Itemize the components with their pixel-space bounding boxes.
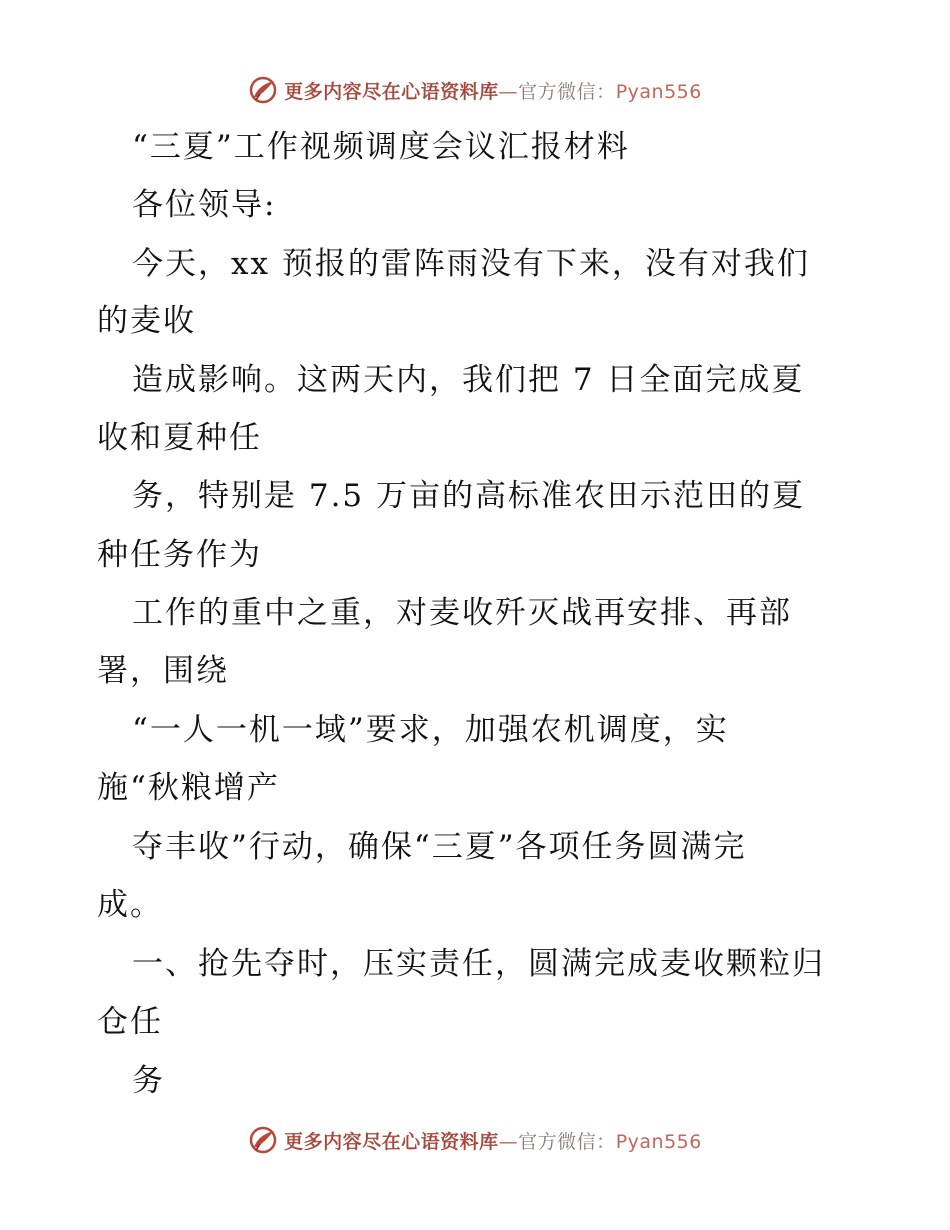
paragraph-line: 署，围绕	[97, 653, 229, 689]
watermark-wechat-id: Pyan556	[615, 80, 702, 103]
watermark-site: 更多内容尽在心语资料库	[284, 1130, 499, 1153]
paragraph-line: 收和夏种任	[97, 420, 262, 456]
section-heading-line: 仓任	[97, 1004, 163, 1040]
paragraph-line: 的麦收	[97, 303, 196, 339]
watermark-dash: —	[498, 80, 519, 103]
header-watermark	[0, 70, 950, 110]
paragraph-line: “一人一机一域”要求，加强农机调度，实	[132, 712, 729, 748]
paragraph-line: 施“秋粮增产	[97, 770, 280, 806]
paragraph-line: 成。	[97, 887, 163, 923]
footer-watermark	[0, 1120, 950, 1160]
section-heading: 一、抢先夺时，压实责任，圆满完成麦收颗粒归	[132, 946, 825, 982]
watermark-text	[284, 77, 702, 104]
paragraph-line: 务，特别是 7.5 万亩的高标准农田示范田的夏	[132, 478, 806, 514]
paragraph-line: 工作的重中之重，对麦收歼灭战再安排、再部	[132, 595, 792, 631]
paragraph-line: 种任务作为	[97, 537, 262, 573]
document-title: “三夏”工作视频调度会议汇报材料	[132, 129, 630, 165]
salutation: 各位领导:	[132, 187, 277, 223]
watermark-wechat-label: 官方微信：	[518, 80, 616, 103]
watermark-wechat-label: 官方微信：	[518, 1130, 616, 1153]
quill-logo-icon	[248, 75, 278, 105]
watermark-wechat-id: Pyan556	[615, 1130, 702, 1153]
paragraph-line: 造成影响。这两天内，我们把 7 日全面完成夏	[132, 362, 805, 398]
paragraph-line: 今天，xx 预报的雷阵雨没有下来，没有对我们	[132, 246, 810, 282]
watermark-dash: —	[498, 1130, 519, 1153]
paragraph-line: 夺丰收”行动，确保“三夏”各项任务圆满完	[132, 829, 747, 865]
quill-logo-icon	[248, 1125, 278, 1155]
section-heading-line: 务	[132, 1063, 165, 1099]
watermark-site: 更多内容尽在心语资料库	[284, 80, 499, 103]
watermark-text	[284, 1127, 702, 1154]
